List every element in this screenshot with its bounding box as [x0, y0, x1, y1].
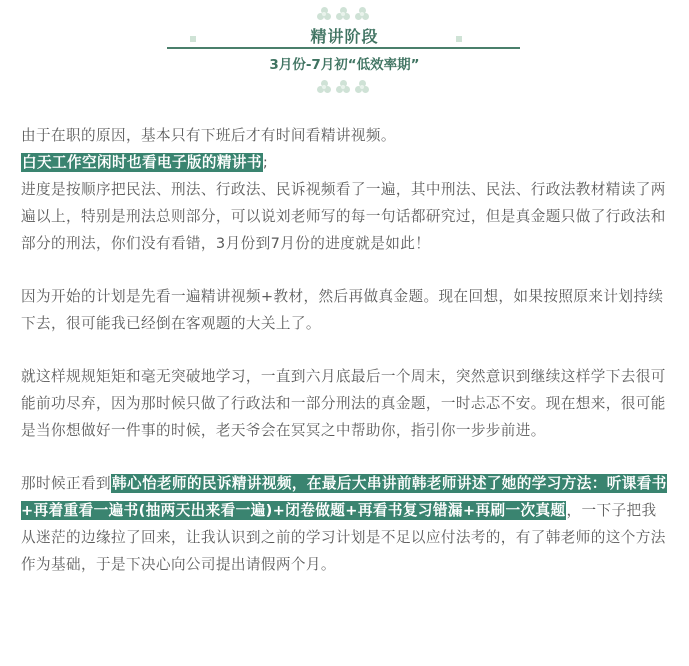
clover-icon: [355, 7, 369, 21]
article-body: [21, 122, 671, 578]
paragraph-progress: 进度是按顺序把民法、刑法、行政法、民诉视频看了一遍，其中刑法、民法、行政法教材精读了两遍以上，特别是刑法总则部分，可以说刘老师写的每一句话都研究过，但是真金题只做了行政法和部分的刑法，你们没有看错，3月份到7月份的进度就是如此！: [21, 181, 666, 252]
paragraph-reflection: 就这样规规矩矩和毫无突破地学习，一直到六月底最后一个周末，突然意识到继续这样学下去很可能前功尽弃，因为那时候只做了行政法和一部分刑法的真金题，一时忐忑不安。现在想来，很可能是当你想做好一件事的时候，老天爷会在冥冥之中帮助你，指引你一步步前进。: [21, 368, 666, 439]
paragraph-highlight-line: [21, 149, 671, 176]
section-title: 精讲阶段: [310, 27, 379, 46]
section-header: [0, 0, 689, 100]
paragraph-text: ，一下子把我从迷茫的边缘拉了回来，让我认识到之前的学习计划是不足以应付法考的，有了韩老师的这个方法作为基础，于是下决心向公司提出请假两个月。: [21, 502, 666, 573]
clover-icon: [355, 80, 369, 94]
clover-icon: [317, 7, 331, 21]
highlighted-text: 白天工作空闲时也看电子版的精讲书: [22, 154, 262, 171]
paragraph-plan: 因为开始的计划是先看一遍精讲视频+教材，然后再做真金题。现在回想，如果按照原来计划持续下去，很可能我已经倒在客观题的大关上了。: [21, 288, 664, 332]
paragraph-method: [21, 470, 671, 578]
title-divider: [167, 47, 520, 49]
clover-icon: [336, 80, 350, 94]
highlighted-text: 韩心怡老师的民诉精讲视频，在最后大串讲前韩老师讲述了她的学习方法：听课看书+再着重看一遍书(抽两天出来看一遍)+闭卷做题+再看书复习错漏+再刷一次真题: [21, 475, 667, 519]
section-subtitle: 3月份-7月初“低效率期”: [269, 57, 420, 73]
clover-icon: [317, 80, 331, 94]
paragraph-intro: 由于在职的原因，基本只有下班后才有时间看精讲视频。: [21, 127, 396, 144]
clover-icon: [336, 7, 350, 21]
paragraph-text: 那时候正看到: [21, 475, 111, 492]
paragraph-text: ;: [262, 154, 269, 171]
